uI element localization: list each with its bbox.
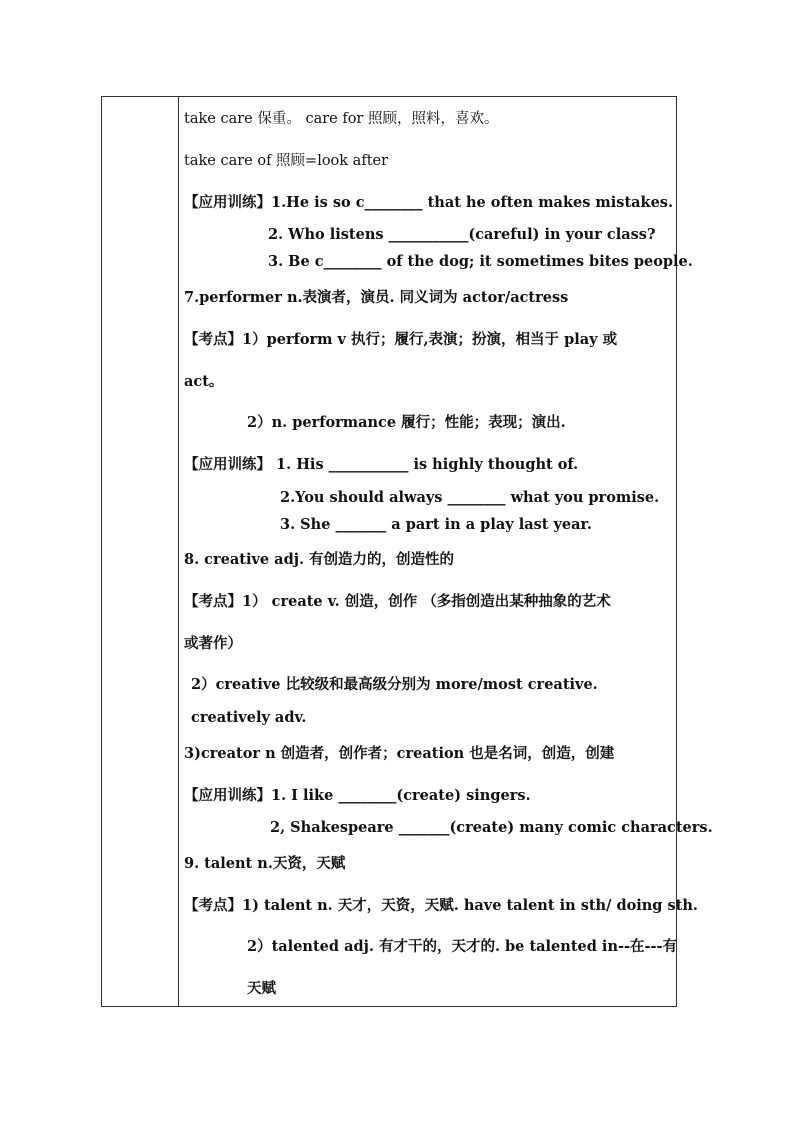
line-create-point: 【考点】1） create v. 创造，创作 （多指创造出某种抽象的艺术 [184,593,611,610]
line-performance: 2）n. performance 履行；性能；表现；演出. [247,414,566,431]
line-creator: 3)creator n 创造者，创作者；creation 也是名词，创造，创建 [184,745,615,762]
line-perform-point: 【考点】1）perform v 执行；履行,表演；扮演，相当于 play 或 [184,331,618,348]
line-talent-point: 【考点】1) talent n. 天才，天资，天赋. have talent in sth/ doing sth. [184,897,698,914]
line-create-continued: 或著作） [184,635,242,652]
line-talented-continued: 天赋 [247,980,276,997]
line-practice-create-1: 【应用训练】1. I like ________(create) singers. [184,787,531,804]
line-practice-perform-1: 【应用训练】 1. His ___________ is highly thought of. [184,456,579,473]
line-creative-comparison: 2）creative 比较级和最高级分别为 more/most creative. [191,676,598,693]
column-divider [178,97,179,1006]
line-practice-perform-3: 3. She _______ a part in a play last year. [280,516,592,533]
line-take-care-of: take care of 照顾=look after [184,153,389,169]
line-practice-careless-2: 2. Who listens ___________(careful) in your class? [268,226,656,243]
line-practice-careless-1: 【应用训练】1.He is so c________ that he often makes mistakes. [184,194,674,211]
line-take-care: take care 保重。 care for 照顾，照料，喜欢。 [184,111,499,127]
line-creatively: creatively adv. [191,709,307,726]
line-perform-act: act。 [184,373,224,390]
line-practice-create-2: 2, Shakespeare _______(create) many comic characters. [270,819,713,836]
line-talented: 2）talented adj. 有才干的，天才的. be talented in--在---有 [247,938,678,955]
line-creative-heading: 8. creative adj. 有创造力的，创造性的 [184,551,455,568]
line-performer-heading: 7.performer n.表演者，演员. 同义词为 actor/actress [184,289,569,306]
line-talent-heading: 9. talent n.天资，天赋 [184,855,346,872]
line-practice-perform-2: 2.You should always ________ what you promise. [280,489,660,506]
line-practice-careless-3: 3. Be c________ of the dog; it sometimes bites people. [268,253,693,270]
